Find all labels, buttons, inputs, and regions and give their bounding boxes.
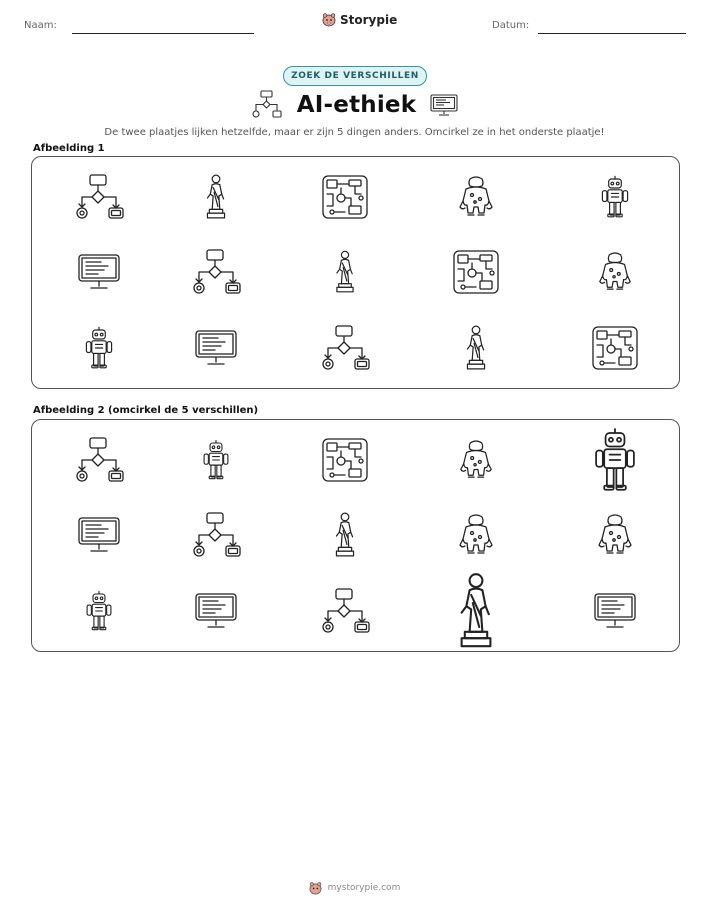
robot-icon <box>601 175 630 218</box>
storypie-mascot-icon <box>322 12 336 27</box>
footer <box>0 881 709 895</box>
statue-icon <box>204 173 229 221</box>
panel-2-label: Afbeelding 2 (omcirkel de 5 verschillen) <box>33 405 259 416</box>
picture-panel-1 <box>31 156 680 389</box>
monitor-icon[interactable] <box>593 592 637 630</box>
monitor-icon <box>430 94 458 116</box>
statue-icon[interactable] <box>455 571 497 651</box>
title-row <box>0 90 709 120</box>
storypie-mascot-icon <box>309 881 322 895</box>
flowchart-icon <box>191 248 241 296</box>
golem-icon[interactable] <box>595 511 635 559</box>
statue-icon[interactable] <box>333 511 358 559</box>
monitor-icon[interactable] <box>194 592 238 630</box>
statue-icon <box>464 324 489 372</box>
flowchart-icon <box>251 90 283 120</box>
statue-icon <box>333 250 356 295</box>
footer-url[interactable]: mystorypie.com <box>327 883 401 893</box>
golem-icon <box>456 173 496 221</box>
flowchart-icon <box>74 173 124 221</box>
date-line[interactable] <box>538 33 686 34</box>
golem-icon[interactable] <box>456 511 496 559</box>
robot-icon[interactable] <box>85 591 112 632</box>
circuit-board-icon <box>452 249 500 295</box>
circuit-board-icon <box>591 325 639 371</box>
instructions: De twee plaatjes lijken hetzelfde, maar er zijn 5 dingen anders. Omcirkel ze in het onderste plaatje! <box>104 127 605 138</box>
flowchart-icon[interactable] <box>320 587 370 635</box>
flowchart-icon <box>320 324 370 372</box>
monitor-icon <box>194 329 238 367</box>
page-title: AI-ethiek <box>296 92 417 118</box>
monitor-icon <box>77 253 121 291</box>
picture-panel-2[interactable] <box>31 419 680 652</box>
golem-icon <box>596 249 634 295</box>
date-label: Datum: <box>492 20 530 31</box>
flowchart-icon[interactable] <box>191 511 241 559</box>
circuit-board-icon <box>321 174 369 220</box>
flowchart-icon[interactable] <box>74 436 124 484</box>
name-line[interactable] <box>72 33 254 34</box>
panel-1-label: Afbeelding 1 <box>33 143 105 154</box>
circuit-board-icon[interactable] <box>321 437 369 483</box>
golem-icon[interactable] <box>457 437 495 483</box>
brand-name: Storypie <box>340 12 398 27</box>
name-label: Naam: <box>24 20 57 31</box>
monitor-icon[interactable] <box>77 516 121 554</box>
robot-icon[interactable] <box>202 440 229 481</box>
activity-badge: ZOEK DE VERSCHILLEN <box>283 66 427 86</box>
robot-icon <box>85 326 114 369</box>
robot-icon[interactable] <box>593 428 636 493</box>
brand-logo <box>322 12 397 27</box>
